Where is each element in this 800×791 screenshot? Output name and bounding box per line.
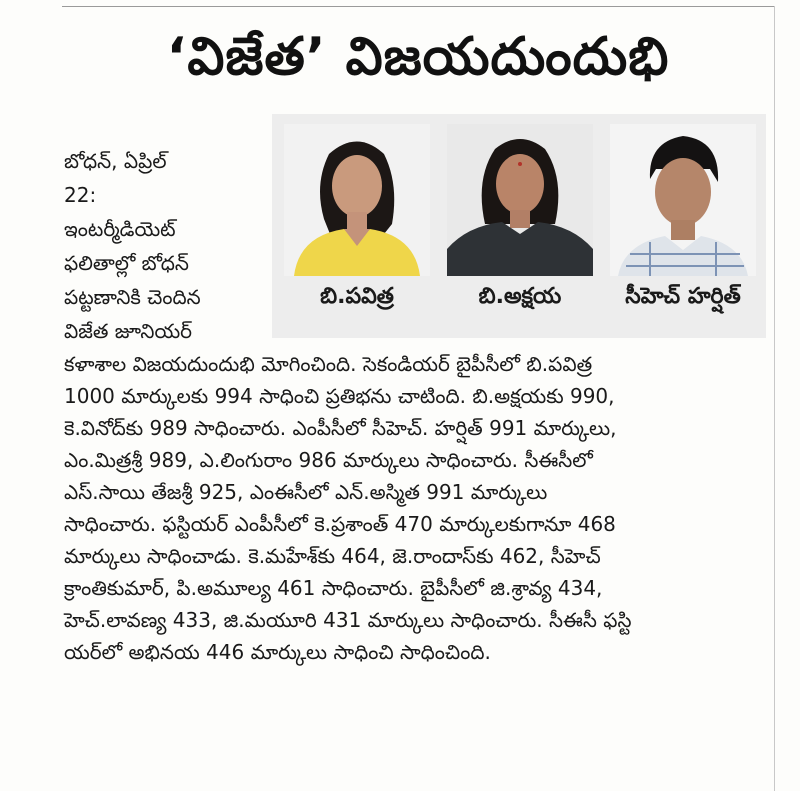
caption-harshith: సీహెచ్ హర్షిత్: [625, 284, 741, 309]
photo-akshaya: [447, 124, 593, 276]
body-line: యర్‌లో అభినయ 446 మార్కులు సాధించి సాధించింది.: [64, 640, 491, 664]
dateline-line: ఫలితాల్లో బోధన్: [64, 251, 189, 275]
body-line: 1000 మార్కులకు 994 సాధించి ప్రతిభను చాటింది. బి.అక్షయకు 990,: [64, 384, 615, 408]
dateline-line: పట్టణానికి చెందిన: [64, 285, 201, 309]
body-line: మార్కులు సాధించాడు. కె.మహేశ్‌కు 464, జె.రాందాస్‌కు 462, సీహెచ్: [64, 544, 601, 568]
body-line: ఎస్.సాయి తేజశ్రీ 925, ఎంఈసీలో ఎన్.అస్మిత 991 మార్కులు: [64, 480, 548, 504]
photo-panel: [272, 114, 766, 338]
body-line: క్రాంతికుమార్, పి.అమూల్య 461 సాధించారు. బైపీసీలో జి.శ్రావ్య 434,: [64, 576, 603, 600]
photo-pavitra: [284, 124, 430, 276]
caption-akshaya: బి.అక్షయ: [478, 284, 562, 309]
column-rule: [774, 6, 775, 791]
body-line: కె.వినోద్‌కు 989 సాధించారు. ఎంపీసీలో సీహెచ్. హర్షిత్ 991 మార్కులు,: [64, 416, 617, 440]
photo-harshith: [610, 124, 756, 276]
dateline-block: [64, 144, 250, 348]
dateline-line: బోధన్, ఏప్రిల్: [64, 149, 167, 173]
body-line: కళాశాల విజయదుందుభి మోగించింది. సెకండియర్ బైపీసీలో బి.పవిత్ర: [64, 352, 593, 376]
body-line: హెచ్.లావణ్య 433, జి.మయూరి 431 మార్కులు సాధించారు. సీఈసీ ఫస్టి: [64, 608, 632, 632]
top-rule: [62, 6, 774, 7]
headline: ‘విజేత’ విజయదుందుభి: [166, 27, 670, 87]
dateline-line: విజేత జూనియర్: [64, 319, 193, 343]
dateline-line: 22:: [64, 183, 97, 207]
body-line: సాధించారు. ఫస్టియర్ ఎంపీసీలో కె.ప్రశాంత్ 470 మార్కులకుగానూ 468: [64, 512, 616, 536]
caption-pavitra: బి.పవిత్ర: [320, 284, 394, 309]
article-body: [64, 348, 764, 668]
dateline-line: ఇంటర్మీడియెట్: [64, 217, 176, 241]
body-line: ఎం.మిత్రశ్రీ 989, ఎ.లింగురాం 986 మార్కులు సాధించారు. సీఈసీలో: [64, 448, 593, 472]
